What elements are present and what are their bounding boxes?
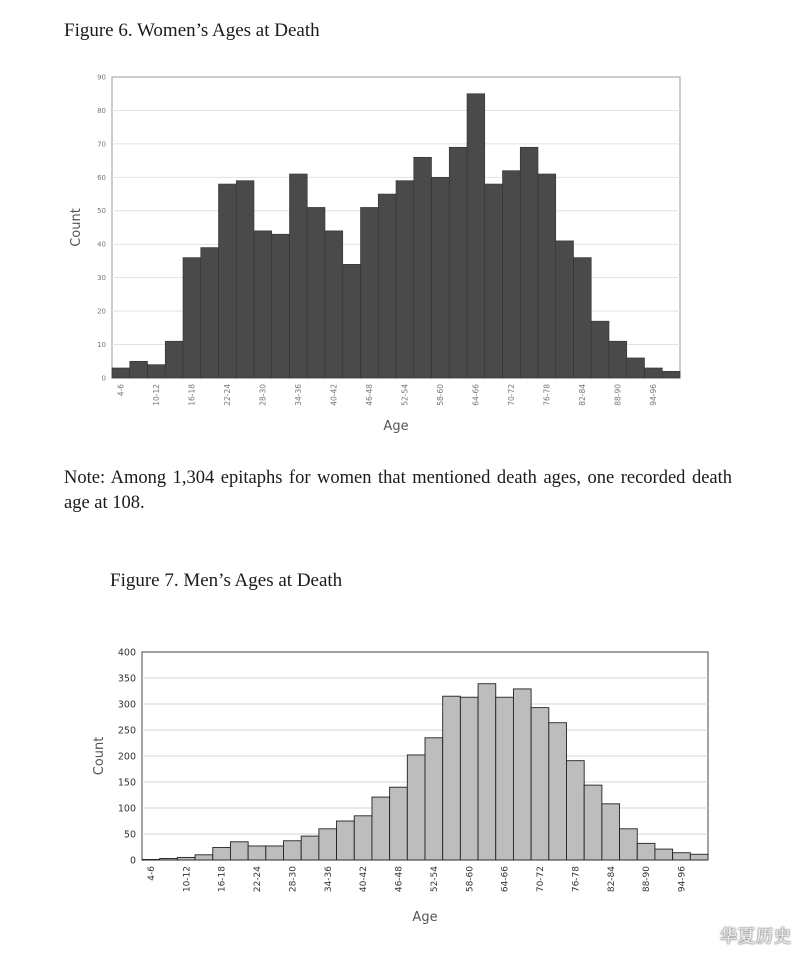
men-bar-88-90: [637, 843, 655, 860]
men-y-axis-label: Count: [92, 736, 107, 776]
note-line-1: Note: Among 1,304 epitaphs for women that mentioned death ages, one: [64, 468, 615, 488]
men-bar-22-24: [248, 846, 266, 860]
women-x-tick-label: 58-60: [436, 384, 445, 406]
women-y-tick-label: 70: [97, 140, 106, 149]
women-y-tick-label: 90: [97, 73, 106, 82]
men-bar-40-42: [354, 816, 372, 860]
men-bar-37-39: [337, 821, 355, 860]
women-x-tick-label: 64-66: [471, 384, 481, 406]
men-y-tick-label: 250: [117, 725, 136, 737]
women-x-tick-label: 76-78: [542, 384, 552, 406]
men-bar-52-54: [425, 738, 443, 860]
men-bar-97-99: [690, 854, 708, 860]
men-y-tick-label: 300: [117, 699, 136, 711]
men-x-tick-label: 76-78: [571, 866, 582, 893]
women-x-tick-label: 34-36: [294, 384, 303, 406]
men-bar-28-30: [284, 841, 302, 860]
women-y-tick-label: 40: [97, 240, 106, 249]
women-x-tick-label: 70-72: [507, 384, 516, 406]
men-x-tick-label: 82-84: [606, 866, 617, 893]
men-bar-94-96: [673, 853, 691, 860]
women-x-tick-label: 88-90: [613, 384, 623, 406]
men-bar-7-9: [160, 858, 178, 860]
women-x-tick-label: 94-96: [649, 384, 658, 406]
men-bar-67-69: [513, 689, 531, 860]
men-bar-10-12: [177, 857, 195, 860]
men-x-tick-label: 10-12: [182, 866, 193, 893]
women-y-tick-label: 0: [101, 374, 106, 383]
women-x-tick-label: 82-84: [578, 384, 587, 406]
figure-7-title: Figure 7. Men’s Ages at Death: [110, 570, 343, 591]
men-y-tick-label: 50: [123, 829, 136, 841]
men-bar-64-66: [496, 697, 514, 860]
women-x-tick-label: 10-12: [152, 384, 161, 406]
women-x-tick-label: 16-18: [187, 384, 197, 406]
watermark-logo: 华夏历史: [720, 927, 792, 947]
women-x-tick-label: 28-30: [258, 384, 268, 406]
women-x-tick-label: 46-48: [365, 384, 374, 406]
men-x-tick-label: 28-30: [288, 866, 299, 893]
men-x-tick-label: 58-60: [465, 866, 476, 893]
men-x-tick-label: 40-42: [359, 866, 370, 893]
men-bar-49-51: [407, 755, 425, 860]
men-x-tick-label: 22-24: [253, 866, 264, 893]
men-bar-73-75: [549, 723, 567, 860]
men-bar-16-18: [213, 848, 231, 860]
men-bar-43-45: [372, 797, 390, 860]
men-bar-46-48: [390, 787, 408, 860]
men-x-tick-label: 88-90: [642, 866, 653, 893]
men-bar-34-36: [319, 829, 337, 860]
men-bar-85-87: [620, 829, 638, 860]
men-y-tick-label: 150: [117, 777, 136, 789]
men-x-tick-label: 94-96: [677, 866, 688, 893]
men-x-tick-label: 52-54: [429, 866, 440, 893]
men-bar-58-60: [460, 697, 478, 860]
men-x-tick-label: 16-18: [217, 866, 228, 893]
men-bar-31-33: [301, 836, 319, 860]
women-y-tick-label: 20: [97, 307, 106, 316]
men-bar-55-57: [443, 696, 461, 860]
men-bar-82-84: [602, 804, 620, 860]
men-x-tick-label: 64-66: [500, 866, 511, 893]
women-y-tick-label: 80: [97, 106, 106, 115]
women-y-tick-label: 60: [97, 173, 106, 182]
men-bar-25-27: [266, 846, 284, 860]
men-bar-13-15: [195, 855, 213, 860]
men-x-tick-label: 34-36: [323, 866, 334, 893]
women-x-tick-label: 40-42: [329, 384, 339, 406]
men-y-tick-label: 200: [117, 751, 136, 763]
men-y-tick-label: 100: [117, 803, 136, 815]
women-x-axis-label: Age: [383, 419, 409, 434]
women-x-tick-label: 22-24: [223, 384, 232, 406]
men-x-tick-label: 46-48: [394, 866, 405, 893]
women-y-tick-label: 50: [97, 207, 106, 216]
note-line-2: recorded death age at 108.: [64, 468, 733, 513]
men-bar-76-78: [567, 761, 585, 860]
women-y-axis-label: Count: [69, 208, 84, 247]
women-x-tick-label: 4-6: [116, 384, 126, 397]
men-x-axis-label: Age: [412, 910, 438, 925]
women-y-tick-label: 30: [97, 274, 106, 283]
men-bar-19-21: [230, 842, 248, 860]
men-x-tick-label: 4-6: [146, 866, 157, 881]
figure-6-title: Figure 6. Women’s Ages at Death: [64, 20, 320, 41]
men-bar-70-72: [531, 708, 549, 860]
men-y-tick-label: 0: [129, 855, 136, 867]
men-x-tick-label: 70-72: [536, 866, 547, 893]
men-bar-79-81: [584, 785, 602, 860]
men-y-tick-label: 400: [117, 647, 136, 659]
men-y-tick-label: 350: [117, 673, 136, 685]
men-bar-4-6: [142, 859, 160, 860]
women-x-tick-label: 52-54: [400, 384, 410, 406]
men-bar-91-93: [655, 849, 673, 860]
women-y-tick-label: 10: [97, 341, 106, 350]
men-bar-61-63: [478, 684, 496, 860]
